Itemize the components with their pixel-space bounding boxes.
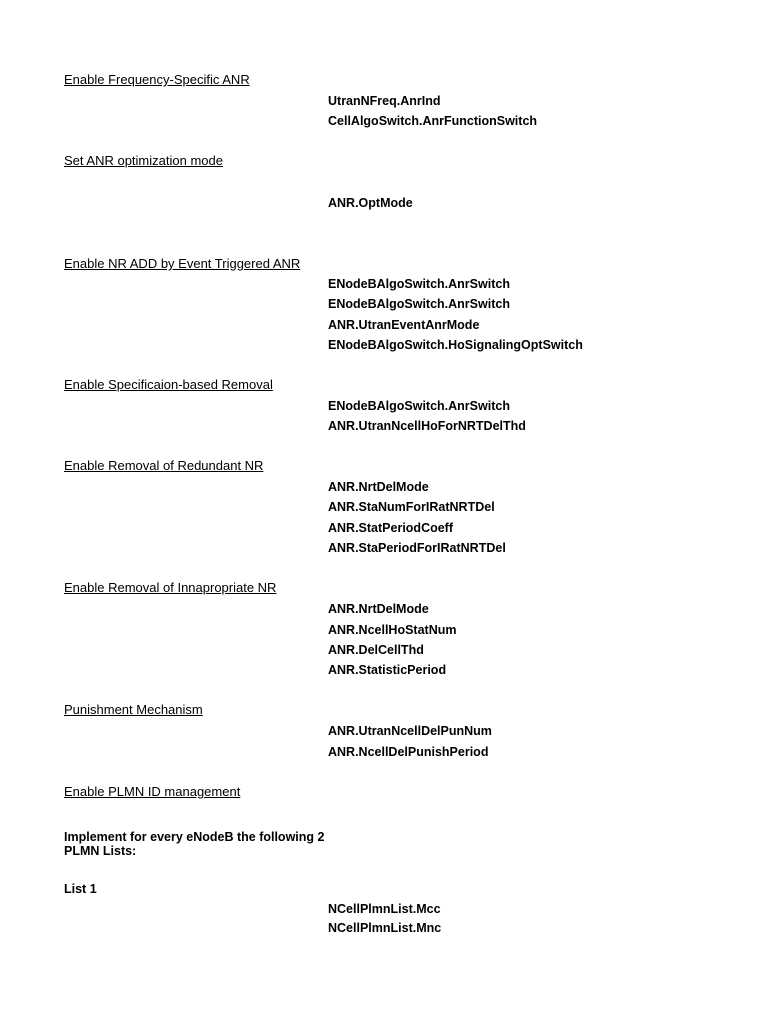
param-item: NCellPlmnList.Mcc [328, 902, 441, 916]
param-item: ANR.UtranEventAnrMode [328, 318, 480, 332]
param-item: ANR.UtranNcellHoForNRTDelThd [328, 419, 526, 433]
param-item: ANR.UtranNcellDelPunNum [328, 724, 492, 738]
param-item: ENodeBAlgoSwitch.AnrSwitch [328, 277, 510, 291]
param-item: ANR.NrtDelMode [328, 602, 429, 616]
section-heading-plmn-id-management: Enable PLMN ID management [64, 784, 241, 799]
param-item: ANR.StaPeriodForIRatNRTDel [328, 541, 506, 555]
param-item: ANR.StaNumForIRatNRTDel [328, 500, 495, 514]
param-item: ENodeBAlgoSwitch.HoSignalingOptSwitch [328, 338, 583, 352]
param-item: ANR.DelCellThd [328, 643, 424, 657]
param-item: UtranNFreq.AnrInd [328, 94, 441, 108]
param-item: NCellPlmnList.Mnc [328, 921, 442, 935]
section-heading-nr-add-event-triggered: Enable NR ADD by Event Triggered ANR [64, 256, 301, 271]
list-1-label: List 1 [64, 882, 97, 896]
param-item: ANR.StatPeriodCoeff [328, 521, 454, 535]
param-item: ANR.NcellHoStatNum [328, 623, 457, 637]
param-item: ENodeBAlgoSwitch.AnrSwitch [328, 297, 510, 311]
section-heading-punishment-mechanism: Punishment Mechanism [64, 702, 203, 717]
param-item: CellAlgoSwitch.AnrFunctionSwitch [328, 114, 538, 128]
param-item: ANR.OptMode [328, 196, 413, 210]
param-item: ANR.NrtDelMode [328, 480, 429, 494]
section-heading-removal-innapropriate-nr: Enable Removal of Innapropriate NR [64, 580, 277, 595]
param-item: ANR.StatisticPeriod [328, 663, 447, 677]
plmn-instruction: Implement for every eNodeB the following 2 PLMN Lists: [64, 830, 325, 858]
section-heading-frequency-specific-anr: Enable Frequency-Specific ANR [64, 72, 250, 87]
section-heading-anr-optimization-mode: Set ANR optimization mode [64, 153, 223, 168]
section-heading-removal-redundant-nr: Enable Removal of Redundant NR [64, 458, 264, 473]
param-item: ANR.NcellDelPunishPeriod [328, 745, 489, 759]
section-heading-specification-based-removal: Enable Specificaion-based Removal [64, 377, 273, 392]
param-item: ENodeBAlgoSwitch.AnrSwitch [328, 399, 510, 413]
